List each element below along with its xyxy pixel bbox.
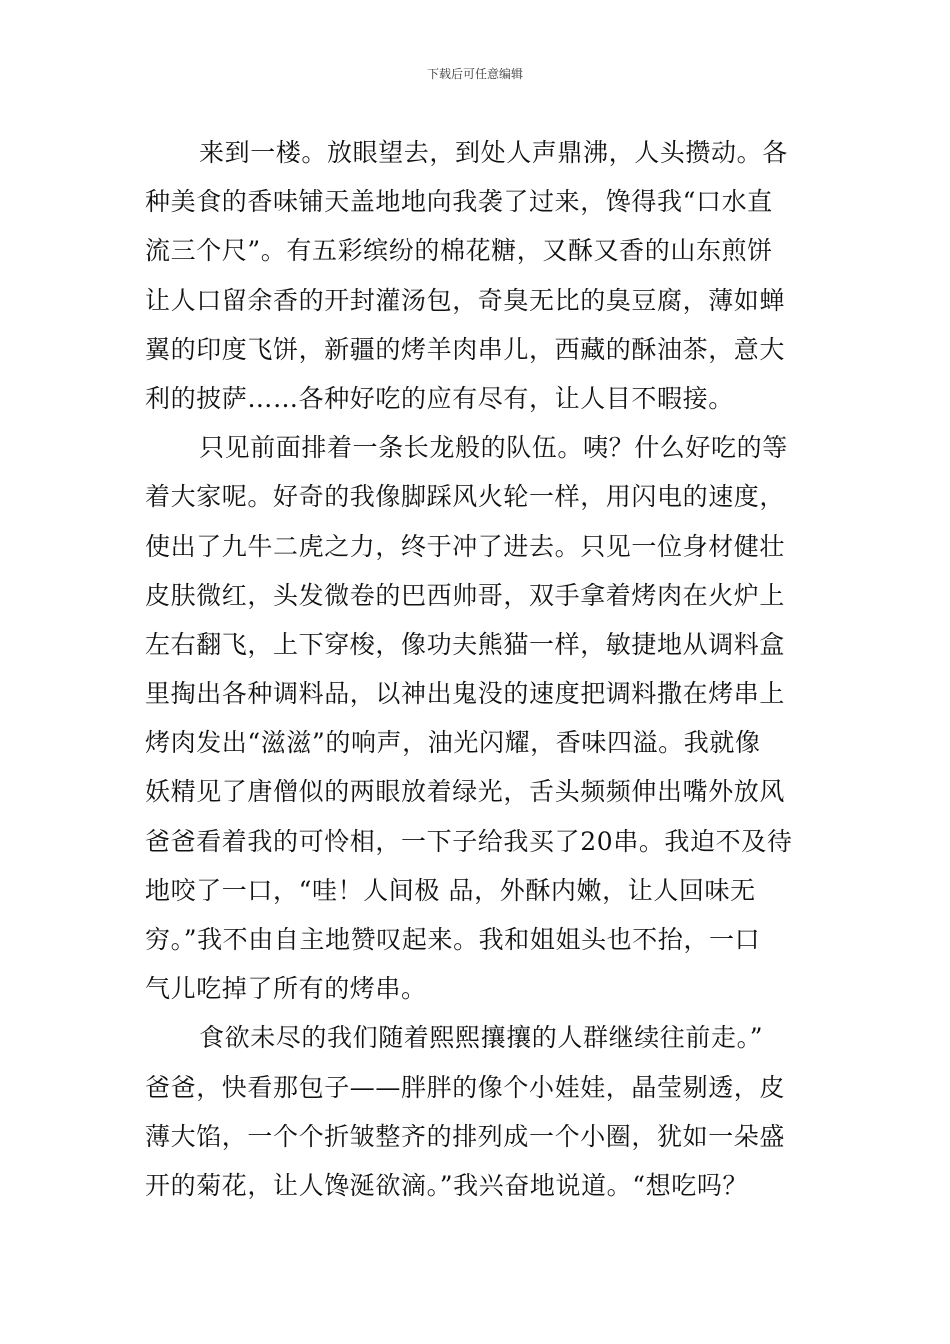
- page-header: 下载后可任意编辑: [426, 67, 523, 81]
- text-line: 开的菊花，让人馋涎欲滴。”我兴奋地说道。“想吃吗？: [145, 1170, 749, 1200]
- text-line: 烤肉发出“滋滋”的响声，油光闪耀，香味四溢。我就像: [145, 728, 761, 758]
- text-line: 地咬了一口，“哇！人间极 品，外酥内嫩，让人回味无: [145, 875, 756, 905]
- paragraph-1: [145, 128, 810, 423]
- text-line: 爸爸看着我的可怜相，一下子给我买了20串。我迫不及待: [145, 826, 793, 856]
- text-line: 流三个尺”。有五彩缤纷的棉花糖，又酥又香的山东煎饼: [145, 236, 773, 266]
- text-line: 种美食的香味铺天盖地地向我袭了过来，馋得我“口水直: [145, 187, 773, 217]
- paragraph-2: [145, 423, 810, 1013]
- text-line: 利的披萨……各种好吃的应有尽有，让人目不暇接。: [145, 383, 734, 413]
- text-line: 翼的印度飞饼，新疆的烤羊肉串儿，西藏的酥油茶，意大: [145, 334, 786, 364]
- text-line: 穷。”我不由自主地赞叹起来。我和姐姐头也不抬，一口: [145, 925, 761, 954]
- document-body: [145, 128, 810, 1210]
- text-line: 只见前面排着一条长龙般的队伍。咦？什么好吃的等: [199, 433, 788, 463]
- text-line: 来到一楼。放眼望去，到处人声鼎沸，人头攒动。各: [199, 138, 788, 167]
- text-line: 左右翻飞，上下穿梭，像功夫熊猫一样，敏捷地从调料盒: [145, 629, 786, 659]
- text-line: 里掏出各种调料品，以神出鬼没的速度把调料撒在烤串上: [145, 679, 786, 709]
- text-line: 薄大馅，一个个折皱整齐的排列成一个小圈，犹如一朵盛: [145, 1121, 786, 1151]
- text-line: 妖精见了唐僧似的两眼放着绿光，舌头频频伸出嘴外放风: [145, 777, 786, 807]
- text-line: 让人口留余香的开封灌汤包，奇臭无比的臭豆腐，薄如蝉: [145, 285, 786, 315]
- text-line: 皮肤微红，头发微卷的巴西帅哥，双手拿着烤肉在火炉上: [145, 580, 786, 610]
- text-line: 使出了九牛二虎之力，终于冲了进去。只见一位身材健壮: [145, 531, 786, 561]
- text-line: 爸爸，快看那包子——胖胖的像个小娃娃，晶莹剔透，皮: [145, 1072, 786, 1102]
- text-line: 气儿吃掉了所有的烤串。: [145, 974, 427, 1004]
- paragraph-3: [145, 1013, 810, 1210]
- text-line: 着大家呢。好奇的我像脚踩风火轮一样，用闪电的速度，: [145, 482, 786, 512]
- text-line: 食欲未尽的我们随着熙熙攘攘的人群继续往前走。”: [199, 1023, 764, 1053]
